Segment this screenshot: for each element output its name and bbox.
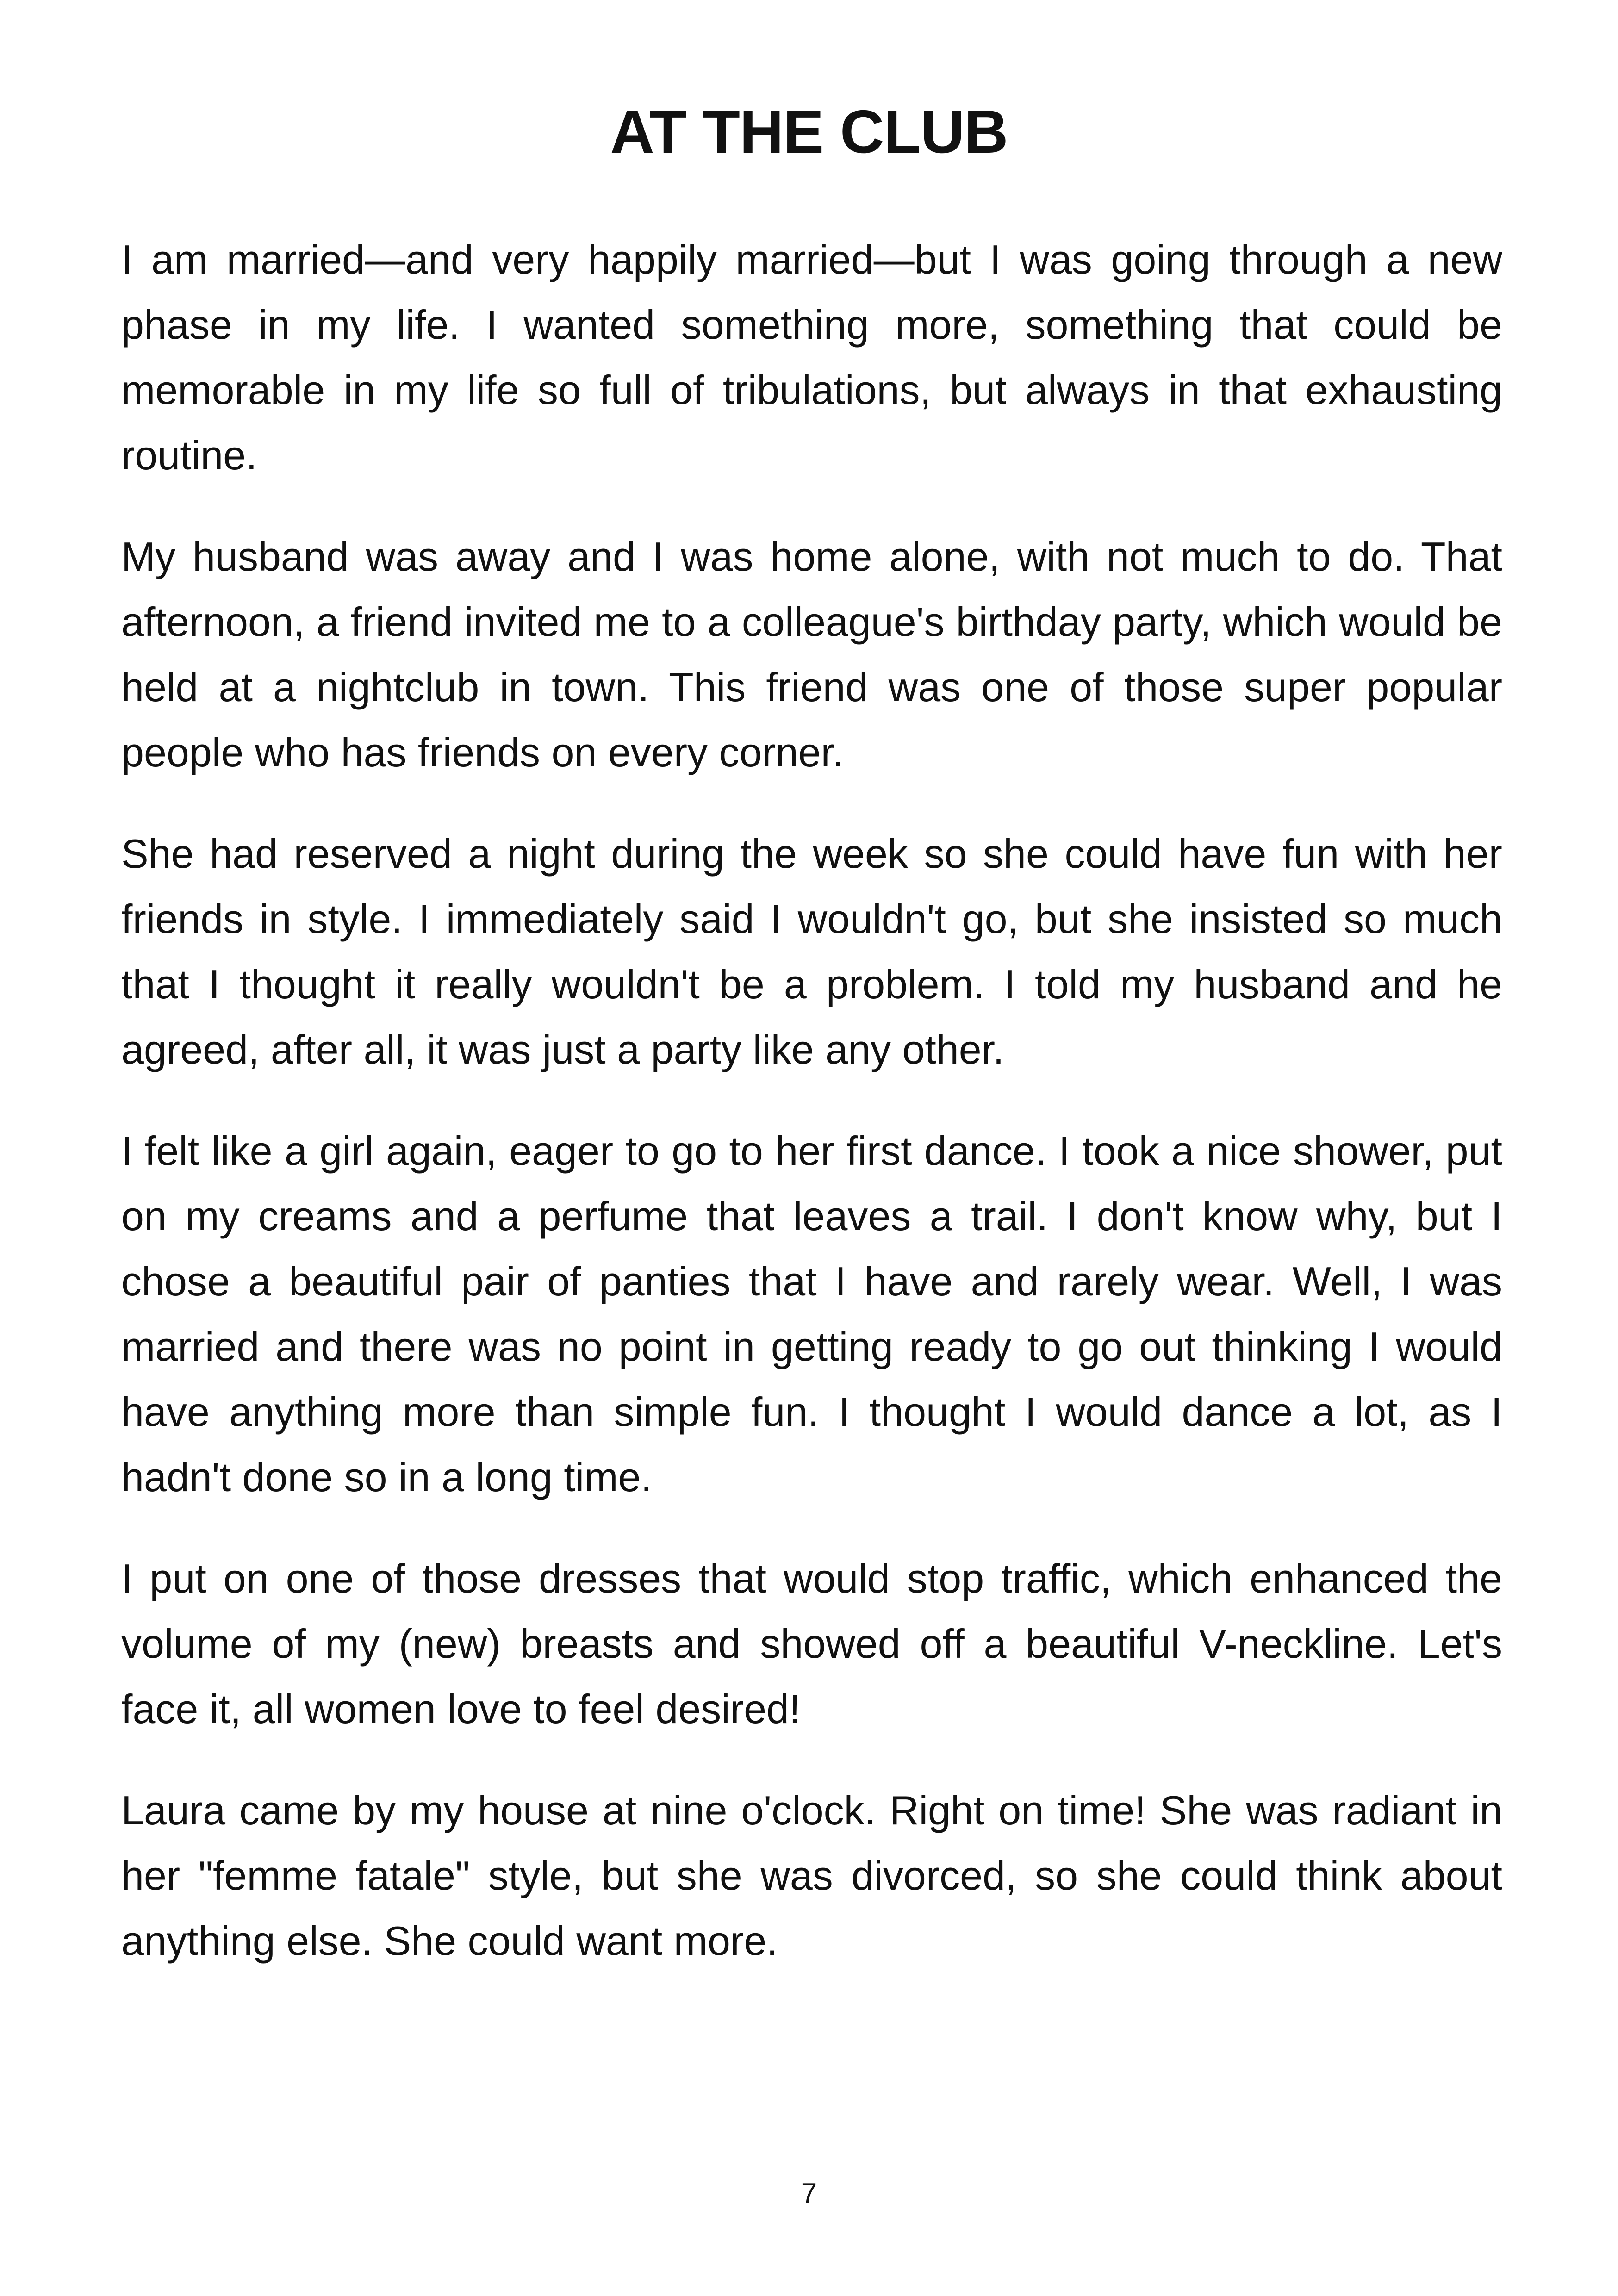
paragraph-5: I put on one of those dresses that would stop traffic, which enhanced the volume of my (new) breasts and showed off a beautiful V-neckline. Let's face it, all women love to feel desired! [121,1556,1502,1732]
body-text [121,227,1502,2010]
paragraph-4: I felt like a girl again, eager to go to her first dance. I took a nice shower, put on my creams and a perfume that leaves a trail. I don't know why, but I chose a beautiful pair of panties that I have and rarely wear. Well, I was married and there was no point in getting ready to go out thinking I would have anything more than simple fun. I thought I would dance a lot, as I hadn't done so in a long time. [121,1128,1502,1500]
paragraph-6: Laura came by my house at nine o'clock. Right on time! She was radiant in her "femme fatale" style, but she was divorced, so she could think about anything else. She could want more. [121,1787,1502,1964]
chapter-title: AT THE CLUB [610,98,1008,166]
page-number: 7 [801,2178,817,2209]
paragraph-1: I am married—and very happily married—but I was going through a new phase in my life. I wanted something more, something that could be memorable in my life so full of tribulations, but always in that exhausting routine. [121,236,1502,478]
paragraph-2: My husband was away and I was home alone, with not much to do. That afternoon, a friend invited me to a colleague's birthday party, which would be held at a nightclub in town. This friend was one of those super popular people who has friends on every corner. [121,534,1502,775]
paragraph-3: She had reserved a night during the week so she could have fun with her friends in style. I immediately said I wouldn't go, but she insisted so much that I thought it really wouldn't be a problem. I told my husband and he agreed, after all, it was just a party like any other. [121,831,1502,1072]
